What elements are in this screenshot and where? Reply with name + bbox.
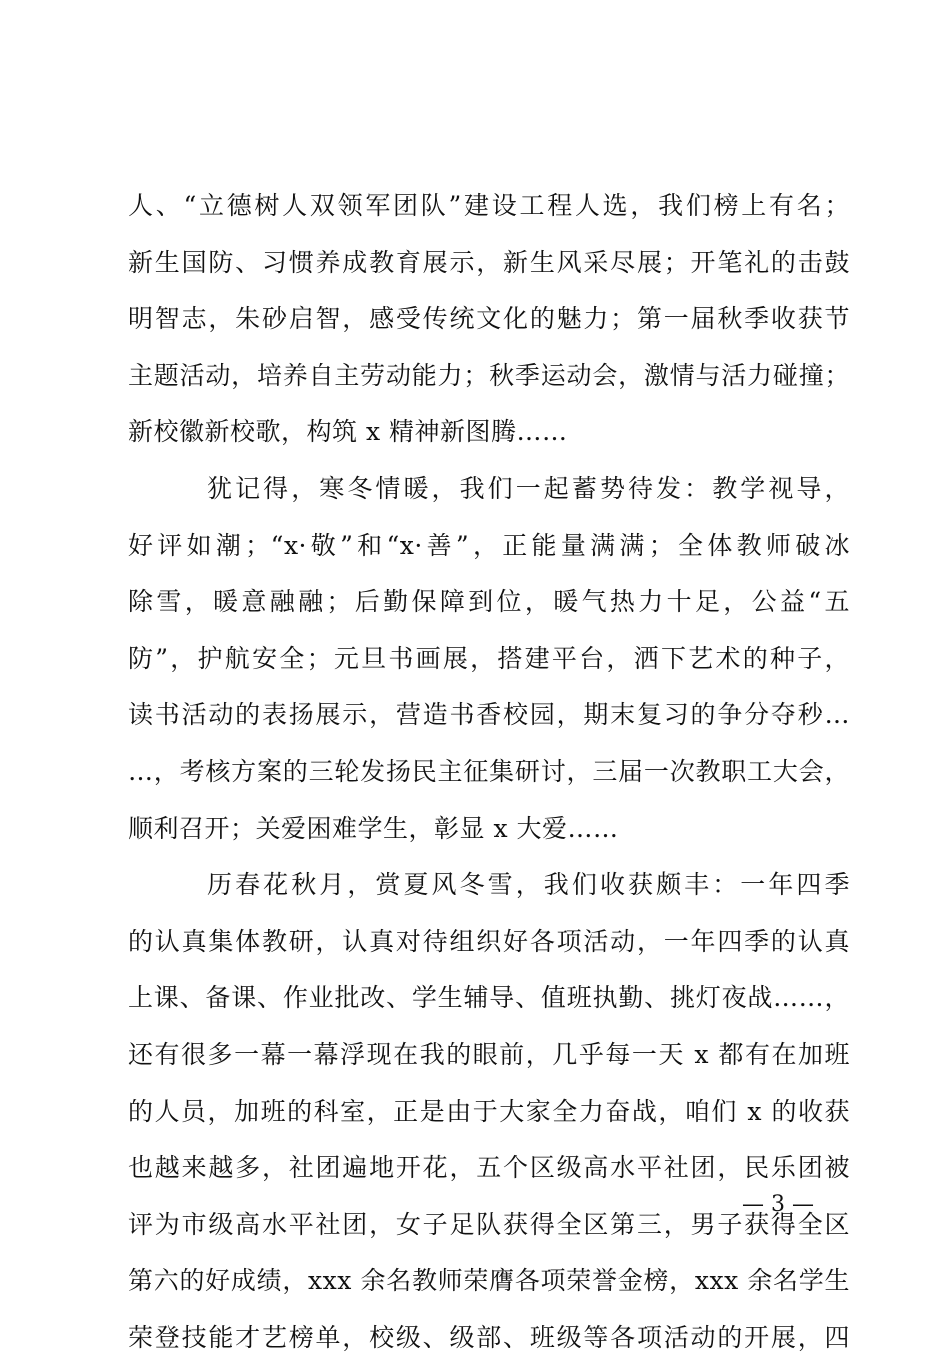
paragraph-1-line-1: 人、“立德树人双领军团队”建设工程人选，我们榜上有名； bbox=[128, 191, 850, 220]
paragraph-2-line-2: 好评如潮；“x·敬”和“x·善”，正能量满满；全体教师破冰 bbox=[128, 530, 850, 560]
paragraph-3-line-2: 的认真集体教研，认真对待组织好各项活动，一年四季的认真 bbox=[128, 926, 850, 956]
paragraph-1-line-3: 明智志，朱砂启智，感受传统文化的魅力；第一届秋季收获节 bbox=[128, 304, 850, 334]
paragraph-3-line-3: 上课、备课、作业批改、学生辅导、值班执勤、挑灯夜战……， bbox=[128, 983, 850, 1013]
paragraph-2-line-3: 除雪，暖意融融；后勤保障到位，暖气热力十足，公益“五 bbox=[128, 587, 850, 617]
paragraph-3-line-7: 评为市级高水平社团，女子足队获得全区第三，男子获得全区 bbox=[128, 1209, 850, 1239]
paragraph-2-line-6: …，考核方案的三轮发扬民主征集研讨，三届一次教职工大会， bbox=[128, 756, 850, 786]
paragraph-1-line-5: 新校徽新校歌，构筑 x 精神新图腾…… bbox=[128, 417, 568, 447]
paragraph-3-line-5: 的人员，加班的科室，正是由于大家全力奋战，咱们 x 的收获 bbox=[128, 1096, 850, 1126]
paragraph-3-line-8: 第六的好成绩，xxx 余名教师荣膺各项荣誉金榜，xxx 余名学生 bbox=[128, 1266, 850, 1296]
paragraph-2-line-5: 读书活动的表扬展示，营造书香校园，期末复习的争分夺秒… bbox=[128, 700, 850, 730]
paragraph-1-line-2: 新生国防、习惯养成教育展示，新生风采尽展；开笔礼的击鼓 bbox=[128, 247, 850, 277]
paragraph-2-line-1: 犹记得，寒冬情暖，我们一起蓄势待发：教学视导， bbox=[207, 473, 850, 503]
paragraph-3-line-9: 荣登技能才艺榜单，校级、级部、班级等各项活动的开展，四 bbox=[128, 1322, 850, 1352]
paragraph-1-line-4: 主题活动，培养自主劳动能力；秋季运动会，激情与活力碰撞； bbox=[128, 360, 850, 390]
paragraph-3-line-1: 历春花秋月，赏夏风冬雪，我们收获颇丰：一年四季 bbox=[207, 870, 850, 900]
body-text bbox=[128, 178, 850, 1366]
paragraph-3-line-6: 也越来越多，社团遍地开花，五个区级高水平社团，民乐团被 bbox=[128, 1153, 850, 1183]
paragraph-3-line-4: 还有很多一幕一幕浮现在我的眼前，几乎每一天 x 都有在加班 bbox=[128, 1039, 850, 1069]
page-number: — 3 — bbox=[742, 1192, 814, 1217]
paragraph-2-line-4: 防”，护航安全；元旦书画展，搭建平台，洒下艺术的种子， bbox=[128, 643, 850, 673]
paragraph-2-line-7: 顺利召开；关爱困难学生，彰显 x 大爱…… bbox=[128, 813, 619, 843]
